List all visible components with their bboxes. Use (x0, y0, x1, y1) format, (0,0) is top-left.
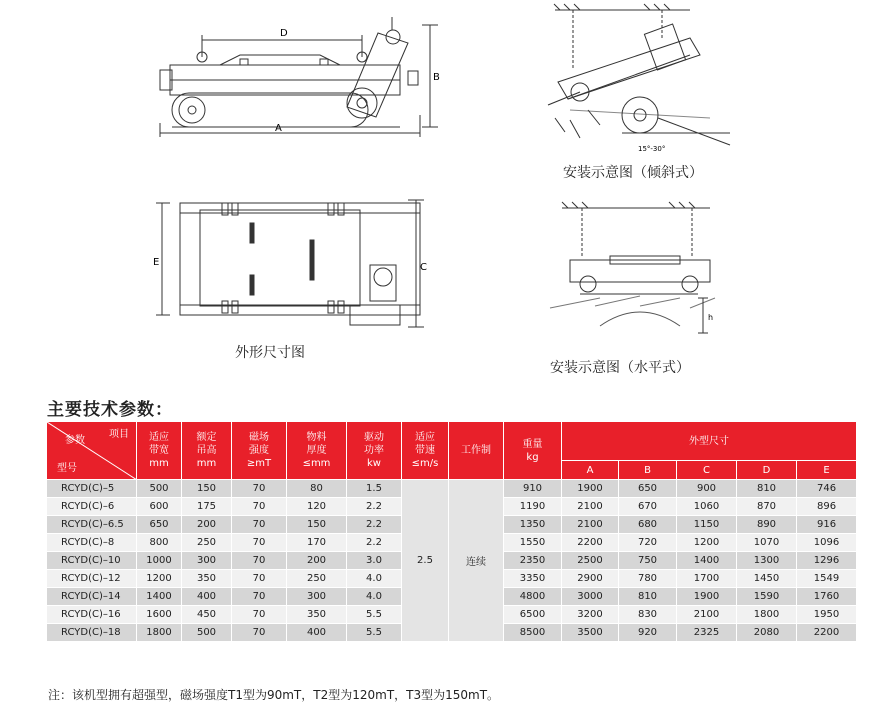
cell-weight: 2350 (504, 552, 562, 570)
cell-c: 2325 (677, 624, 737, 642)
cell-model: RCYD(C)–12 (47, 570, 137, 588)
cell-weight: 1190 (504, 498, 562, 516)
cell-a: 3000 (562, 588, 619, 606)
cell-height: 175 (182, 498, 232, 516)
cell-a: 1900 (562, 480, 619, 498)
cell-d: 2080 (737, 624, 797, 642)
cell-model: RCYD(C)–6.5 (47, 516, 137, 534)
horizontal-install-drawing (540, 198, 720, 338)
cell-width: 1600 (137, 606, 182, 624)
dims-col-b: B (619, 461, 677, 480)
label-a: A (275, 123, 282, 134)
cell-c: 1200 (677, 534, 737, 552)
cell-height: 400 (182, 588, 232, 606)
cell-e: 2200 (797, 624, 857, 642)
cell-thick: 250 (287, 570, 347, 588)
cell-thick: 80 (287, 480, 347, 498)
cell-width: 1200 (137, 570, 182, 588)
col-weight: 重量 kg (504, 422, 562, 480)
dims-col-d: D (737, 461, 797, 480)
cell-height: 200 (182, 516, 232, 534)
cell-field: 70 (232, 624, 287, 642)
cell-model: RCYD(C)–6 (47, 498, 137, 516)
col-power: 驱动 功率 kw (347, 422, 402, 480)
corner-model: 型号 (57, 463, 77, 474)
cell-weight: 8500 (504, 624, 562, 642)
incline-angle: 15°-30° (638, 145, 666, 152)
cell-weight: 3350 (504, 570, 562, 588)
dims-col-a: A (562, 461, 619, 480)
cell-model: RCYD(C)–18 (47, 624, 137, 642)
cell-d: 810 (737, 480, 797, 498)
cell-field: 70 (232, 552, 287, 570)
col-thick: 物料 厚度 ≤mm (287, 422, 347, 480)
label-d: D (280, 28, 288, 39)
label-e: E (153, 257, 160, 268)
cell-power: 2.2 (347, 534, 402, 552)
caption-horizontal: 安装示意图（水平式） (550, 360, 690, 376)
cell-c: 1150 (677, 516, 737, 534)
cell-width: 1000 (137, 552, 182, 570)
cell-model: RCYD(C)–14 (47, 588, 137, 606)
cell-field: 70 (232, 516, 287, 534)
cell-a: 2900 (562, 570, 619, 588)
cell-d: 1450 (737, 570, 797, 588)
cell-e: 1760 (797, 588, 857, 606)
cell-power: 2.2 (347, 516, 402, 534)
cell-weight: 6500 (504, 606, 562, 624)
cell-b: 920 (619, 624, 677, 642)
top-view-drawing (150, 195, 440, 330)
cell-thick: 300 (287, 588, 347, 606)
cell-c: 1900 (677, 588, 737, 606)
cell-weight: 1350 (504, 516, 562, 534)
cell-b: 810 (619, 588, 677, 606)
front-view-drawing (150, 15, 440, 145)
cell-power: 2.2 (347, 498, 402, 516)
cell-e: 1296 (797, 552, 857, 570)
cell-width: 600 (137, 498, 182, 516)
cell-field: 70 (232, 480, 287, 498)
cell-a: 2500 (562, 552, 619, 570)
cell-thick: 170 (287, 534, 347, 552)
cell-e: 1549 (797, 570, 857, 588)
cell-b: 680 (619, 516, 677, 534)
col-duty: 工作制 (449, 422, 504, 480)
cell-model: RCYD(C)–10 (47, 552, 137, 570)
cell-thick: 200 (287, 552, 347, 570)
footnote: 注：该机型拥有超强型，磁场强度T1型为90mT，T2型为120mT，T3型为150mT。 (48, 688, 500, 702)
col-field: 磁场 强度 ≥mT (232, 422, 287, 480)
cell-b: 780 (619, 570, 677, 588)
cell-d: 1070 (737, 534, 797, 552)
corner-param: 参数 (65, 435, 85, 446)
caption-inclined: 安装示意图（倾斜式） (563, 165, 703, 181)
cell-thick: 400 (287, 624, 347, 642)
cell-speed: 2.5 (402, 480, 449, 642)
dims-col-e: E (797, 461, 857, 480)
cell-weight: 4800 (504, 588, 562, 606)
cell-width: 500 (137, 480, 182, 498)
spec-table (46, 421, 857, 642)
col-width: 适应 带宽 mm (137, 422, 182, 480)
col-height: 额定 吊高 mm (182, 422, 232, 480)
corner-item: 项目 (109, 429, 129, 440)
cell-d: 890 (737, 516, 797, 534)
cell-field: 70 (232, 498, 287, 516)
cell-model: RCYD(C)–5 (47, 480, 137, 498)
cell-width: 800 (137, 534, 182, 552)
cell-c: 2100 (677, 606, 737, 624)
inclined-install-drawing (540, 0, 740, 152)
label-h: h (708, 313, 714, 322)
cell-b: 670 (619, 498, 677, 516)
cell-power: 5.5 (347, 624, 402, 642)
label-c: C (420, 262, 427, 273)
cell-height: 350 (182, 570, 232, 588)
cell-a: 2100 (562, 498, 619, 516)
cell-power: 5.5 (347, 606, 402, 624)
cell-power: 3.0 (347, 552, 402, 570)
cell-b: 650 (619, 480, 677, 498)
cell-field: 70 (232, 588, 287, 606)
cell-e: 896 (797, 498, 857, 516)
cell-c: 1700 (677, 570, 737, 588)
label-b: B (433, 72, 440, 83)
cell-height: 150 (182, 480, 232, 498)
cell-height: 450 (182, 606, 232, 624)
cell-a: 3200 (562, 606, 619, 624)
cell-b: 750 (619, 552, 677, 570)
cell-c: 1060 (677, 498, 737, 516)
cell-field: 70 (232, 606, 287, 624)
cell-e: 746 (797, 480, 857, 498)
cell-model: RCYD(C)–8 (47, 534, 137, 552)
dims-header: 外型尺寸 (562, 422, 857, 461)
cell-width: 1400 (137, 588, 182, 606)
cell-field: 70 (232, 534, 287, 552)
cell-power: 1.5 (347, 480, 402, 498)
cell-width: 1800 (137, 624, 182, 642)
cell-e: 1950 (797, 606, 857, 624)
cell-a: 2100 (562, 516, 619, 534)
cell-thick: 350 (287, 606, 347, 624)
cell-thick: 150 (287, 516, 347, 534)
cell-height: 500 (182, 624, 232, 642)
cell-e: 916 (797, 516, 857, 534)
cell-e: 1096 (797, 534, 857, 552)
caption-outline: 外形尺寸图 (235, 345, 305, 361)
cell-duty: 连续 (449, 480, 504, 642)
cell-d: 1300 (737, 552, 797, 570)
cell-c: 1400 (677, 552, 737, 570)
cell-b: 720 (619, 534, 677, 552)
cell-b: 830 (619, 606, 677, 624)
section-title: 主要技术参数： (47, 400, 173, 420)
cell-d: 1590 (737, 588, 797, 606)
col-speed: 适应 带速 ≤m/s (402, 422, 449, 480)
cell-power: 4.0 (347, 588, 402, 606)
cell-thick: 120 (287, 498, 347, 516)
cell-field: 70 (232, 570, 287, 588)
cell-height: 250 (182, 534, 232, 552)
cell-height: 300 (182, 552, 232, 570)
cell-weight: 910 (504, 480, 562, 498)
cell-d: 870 (737, 498, 797, 516)
table-row (47, 480, 857, 498)
cell-weight: 1550 (504, 534, 562, 552)
cell-d: 1800 (737, 606, 797, 624)
dims-col-c: C (677, 461, 737, 480)
cell-power: 4.0 (347, 570, 402, 588)
corner-header (47, 422, 137, 480)
cell-a: 2200 (562, 534, 619, 552)
cell-width: 650 (137, 516, 182, 534)
cell-a: 3500 (562, 624, 619, 642)
spec-body (47, 480, 857, 642)
cell-model: RCYD(C)–16 (47, 606, 137, 624)
cell-c: 900 (677, 480, 737, 498)
